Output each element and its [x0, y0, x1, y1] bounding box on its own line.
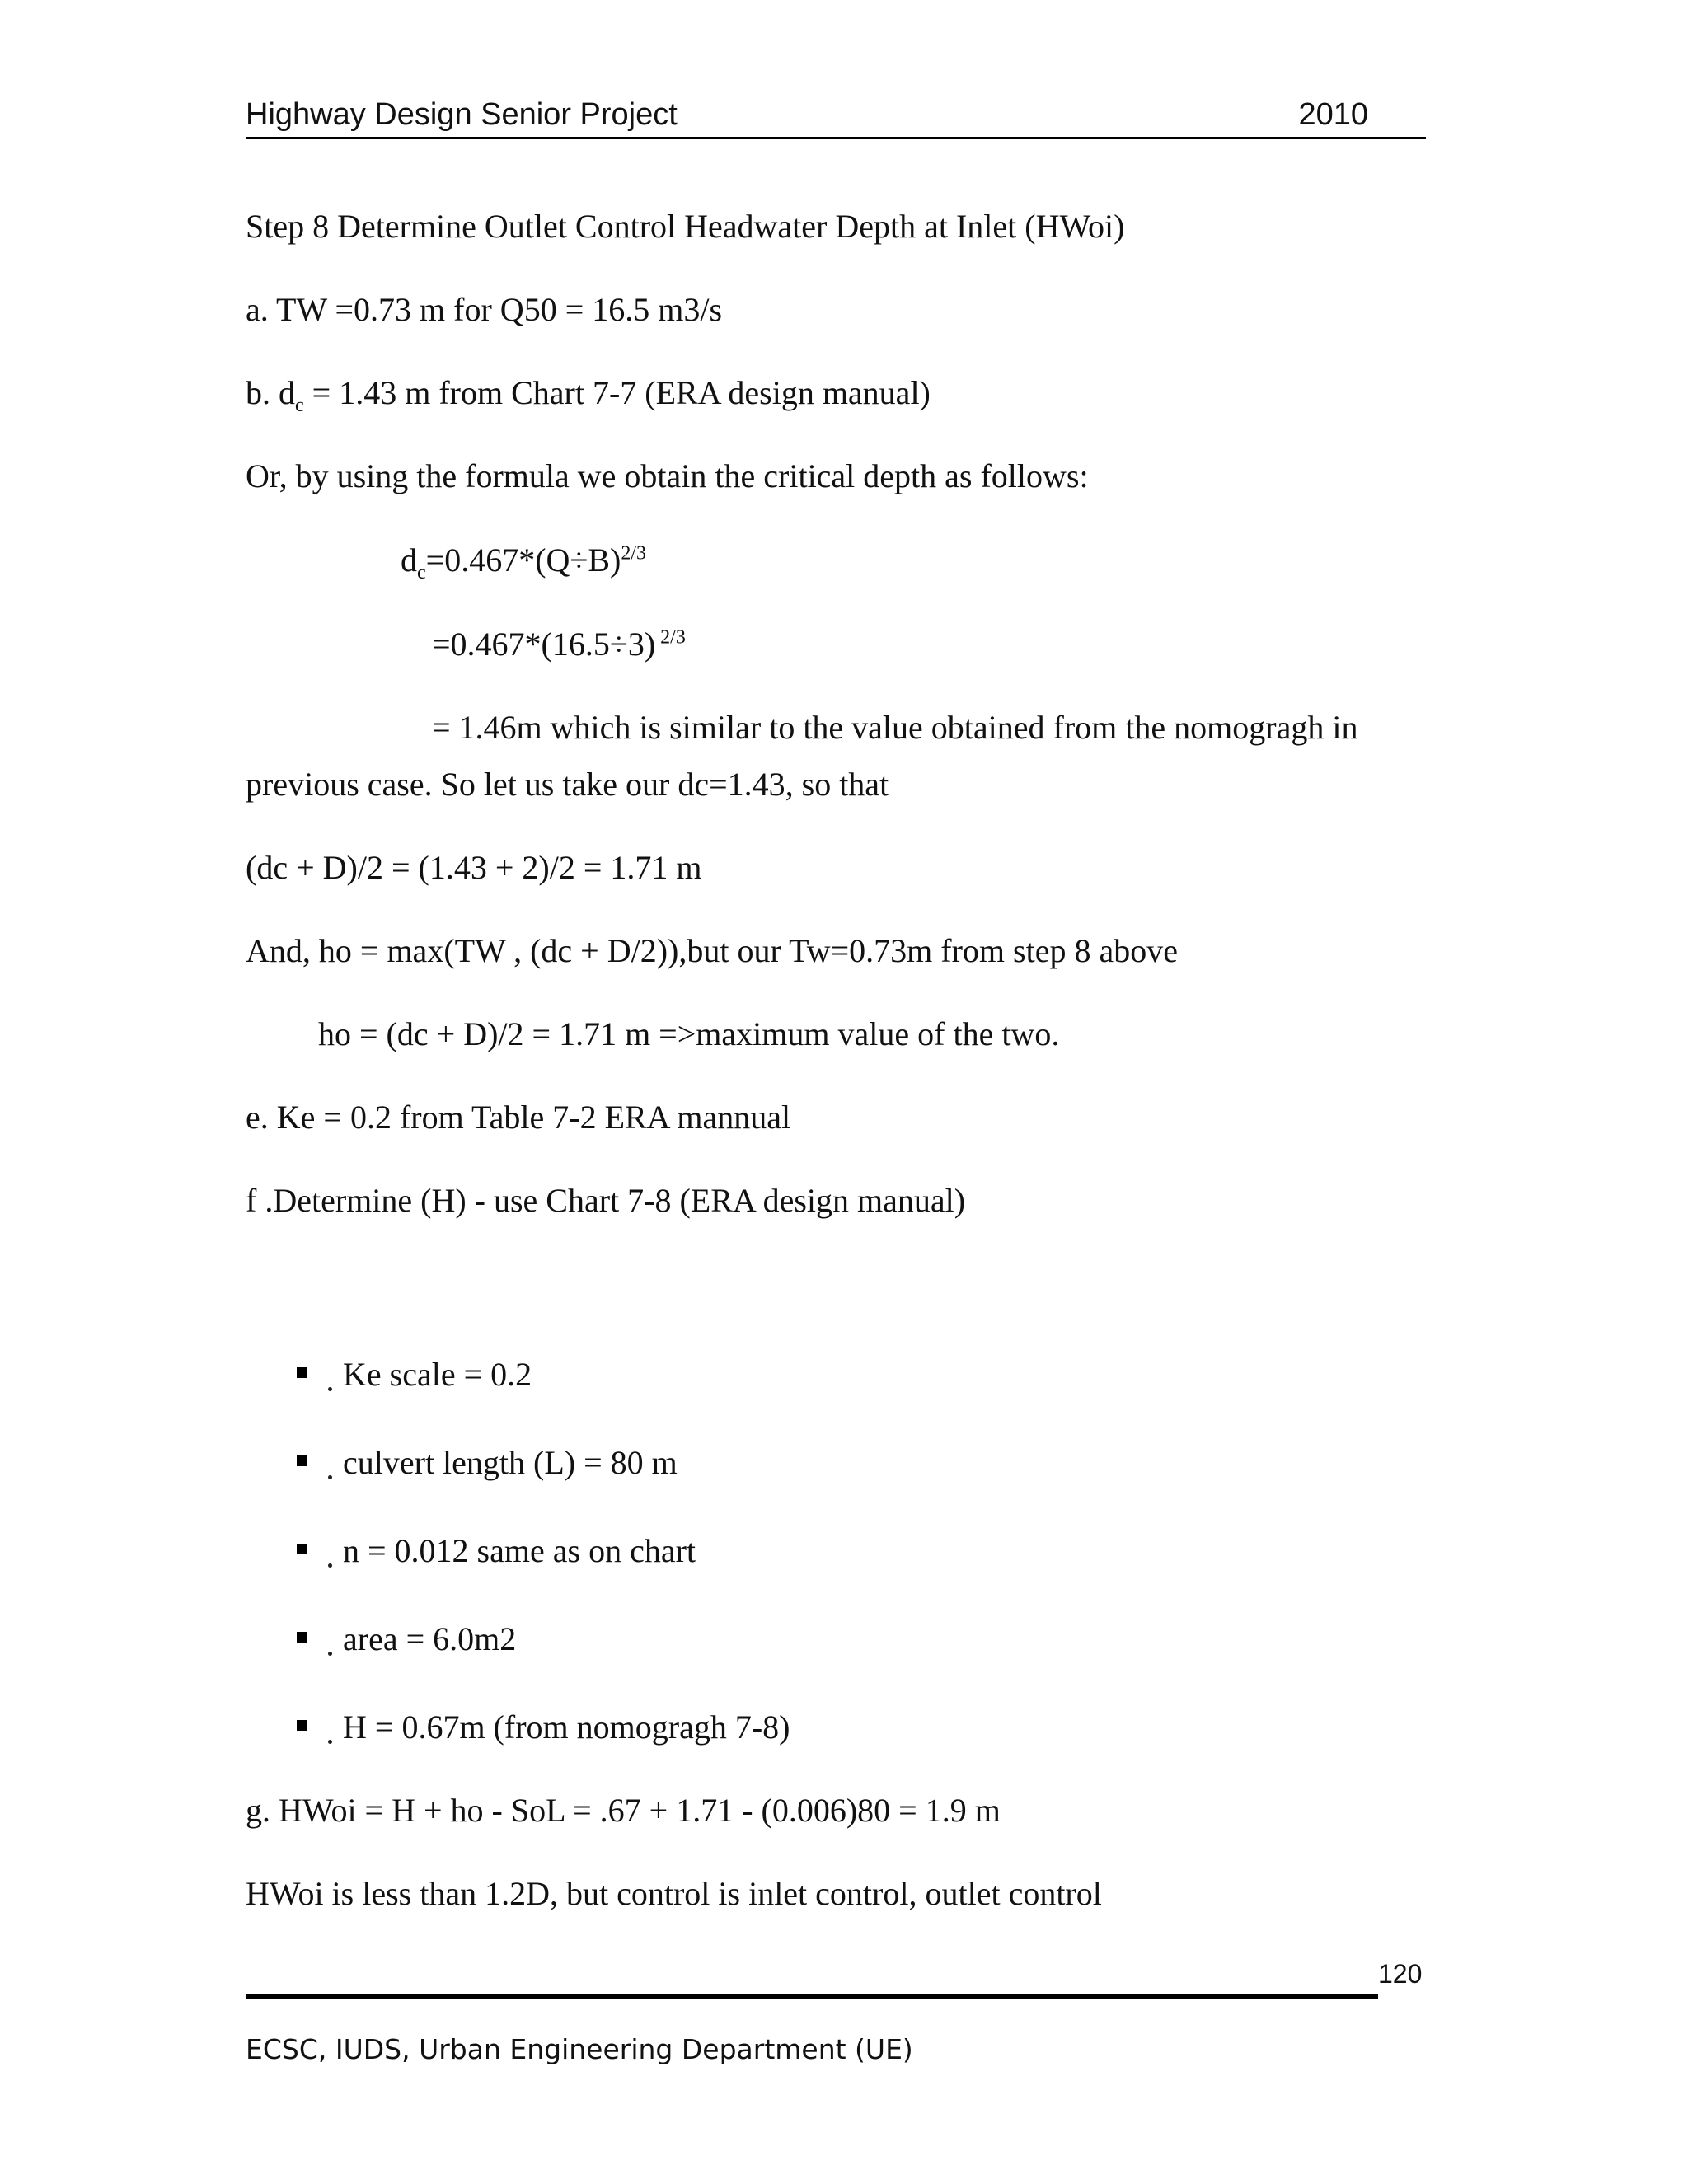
- formula-substituted: =0.467*(16.5÷3) $^{2/3}$: [432, 626, 686, 663]
- step-heading: Step 8 Determine Outlet Control Headwater Depth at Inlet (HWoi): [246, 208, 1125, 245]
- bullet-dot: [328, 1387, 332, 1391]
- bullet-item: area = 6.0m2: [343, 1620, 517, 1657]
- bullet-dot: [328, 1475, 332, 1479]
- footer-rule: [246, 1994, 1378, 1999]
- ke-line: e. Ke = 0.2 from Table 7-2 ERA mannual: [246, 1099, 791, 1136]
- intro-formula-line: Or, by using the formula we obtain the critical depth as follows:: [246, 457, 1089, 494]
- bullet-marker: [297, 1367, 307, 1378]
- bullet-marker: [297, 1632, 307, 1643]
- page-footer: ECSC, IUDS, Urban Engineering Department (UE): [246, 2033, 913, 2065]
- determine-h-line: f .Determine (H) - use Chart 7-8 (ERA design manual): [246, 1182, 966, 1219]
- bullet-dot: [328, 1652, 332, 1656]
- conclusion-line: HWoi is less than 1.2D, but control is inlet control, outlet control: [246, 1875, 1102, 1912]
- hwoi-line: g. HWoi = H + ho - SoL = .67 + 1.71 - (0.006)80 = 1.9 m: [246, 1792, 1001, 1829]
- page-header: [246, 97, 1426, 139]
- bullet-item: H = 0.67m (from nomogragh 7-8): [343, 1708, 790, 1746]
- bullet-item: culvert length (L) = 80 m: [343, 1444, 678, 1481]
- ho-result-line: ho = (dc + D)/2 = 1.71 m =>maximum value of the two.: [318, 1015, 1060, 1052]
- bullet-dot: [328, 1740, 332, 1744]
- formula-general: $d_c=0.467*(Q\div B)^{2/3}$: [401, 541, 647, 583]
- dc-chart-line: b. $d_c = 1.43$ m from Chart 7-7 (ERA design manual): [246, 374, 931, 416]
- header-title: Highway Design Senior Project: [246, 97, 678, 132]
- previous-case-line: previous case. So let us take our dc=1.43, so that: [246, 766, 889, 803]
- bullet-marker: [297, 1544, 307, 1554]
- page-number: 120: [1378, 1959, 1423, 1989]
- ho-max-line: And, ho = max(TW , (dc + D/2)),but our Tw=0.73m from step 8 above: [246, 932, 1178, 969]
- bullet-dot: [328, 1563, 332, 1568]
- bullet-item: Ke scale = 0.2: [343, 1356, 532, 1393]
- bullet-marker: [297, 1455, 307, 1466]
- formula-result: = 1.46m which is similar to the value obtained from the nomogragh in: [432, 709, 1358, 746]
- bullet-item: n = 0.012 same as on chart: [343, 1532, 696, 1569]
- dc-plus-d-line: (dc + D)/2 = (1.43 + 2)/2 = 1.71 m: [246, 849, 702, 886]
- tw-line: a. TW =0.73 m for Q50 = 16.5 m3/s: [246, 291, 723, 328]
- bullet-marker: [297, 1720, 307, 1731]
- header-year: 2010: [1298, 97, 1368, 132]
